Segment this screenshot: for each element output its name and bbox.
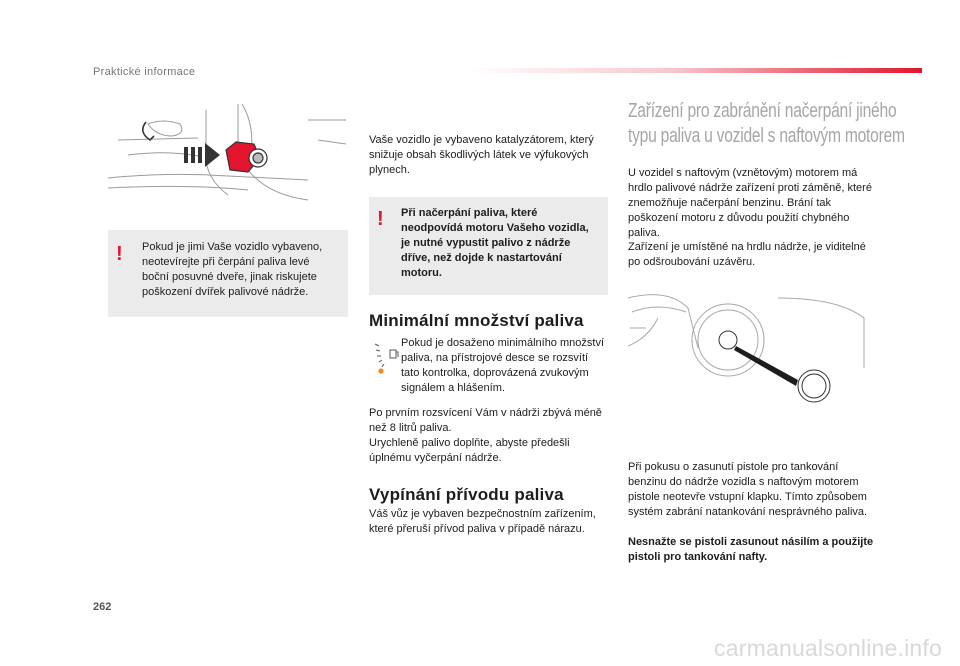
misfuel-para3: Při pokusu o zasunutí pistole pro tankování benzinu do nádrže vozidla s naftovým motorem pistole neotevře vstupní klapku. Tímto způsobem systém zabrání natankování nesprávného paliva. <box>628 461 868 518</box>
filler-neck-illustration <box>628 288 868 442</box>
misfuel-para2: Zařízení je umístěné na hrdlu nádrže, je viditelné po odšroubování uzávěru. <box>628 241 866 268</box>
fuel-cutoff-text: Váš vůz je vybaven bezpečnostním zařízením, které přeruší přívod paliva v případě nárazu. <box>369 508 596 535</box>
warning-text-wrong-fuel: Při načerpání paliva, které neodpovídá motoru Vašeho vozidla, je nutné vypustit palivo z nádrže dříve, než dojde k nastartování motoru. <box>401 207 589 279</box>
min-fuel-para2: Urychleně palivo doplňte, abyste předešli úplnému vyčerpání nádrže. <box>369 437 570 464</box>
warning-box-wrong-fuel <box>369 197 608 295</box>
fuel-cutoff-heading: Vypínání přívodu paliva <box>369 485 564 504</box>
warning-box-doors <box>108 230 348 317</box>
misfuel-para4: Nesnažte se pistoli zasunout násilím a použijte pistoli pro tankování nafty. <box>628 536 874 563</box>
section-title: Praktické informace <box>93 66 196 78</box>
min-fuel-heading: Minimální množství paliva <box>369 311 584 330</box>
header-rule <box>470 68 922 73</box>
misfuel-heading-line2: typu paliva u vozidel s naftovým motorem <box>628 125 905 147</box>
misfuel-para1: U vozidel s naftovým (vznětovým) motorem má hrdlo palivové nádrže zařízení proti záměně, které znemožňuje načerpání benzinu. Brání tak poškození motoru z důvodu použití chybného paliva. <box>628 167 872 239</box>
min-fuel-para1: Po prvním rozsvícení Vám v nádrži zbývá méně než 8 litrů paliva. <box>369 407 602 434</box>
misfuel-heading-line1: Zařízení pro zabránění načerpání jiného <box>628 100 897 122</box>
fuel-pump-icon <box>373 338 401 378</box>
page-number: 262 <box>93 601 112 613</box>
fuel-flap-illustration <box>108 100 348 208</box>
warning-icon: ! <box>116 243 123 265</box>
watermark: carmanualsonline.info <box>714 635 942 661</box>
warning-text-doors: Pokud je jimi Vaše vozidlo vybaveno, neotevírejte při čerpání paliva levé boční posuvné dveře, jinak riskujete poškození dvířek palivové nádrže. <box>142 241 323 298</box>
warning-icon: ! <box>377 208 384 230</box>
catalyst-text: Vaše vozidlo je vybaveno katalyzátorem, který snižuje obsah škodlivých látek ve výfukových plynech. <box>369 134 594 176</box>
min-fuel-lamp-text: Pokud je dosaženo minimálního množství paliva, na přístrojové desce se rozsvítí tato kontrolka, doprovázená zvukovým signálem a hlášením. <box>401 337 604 394</box>
